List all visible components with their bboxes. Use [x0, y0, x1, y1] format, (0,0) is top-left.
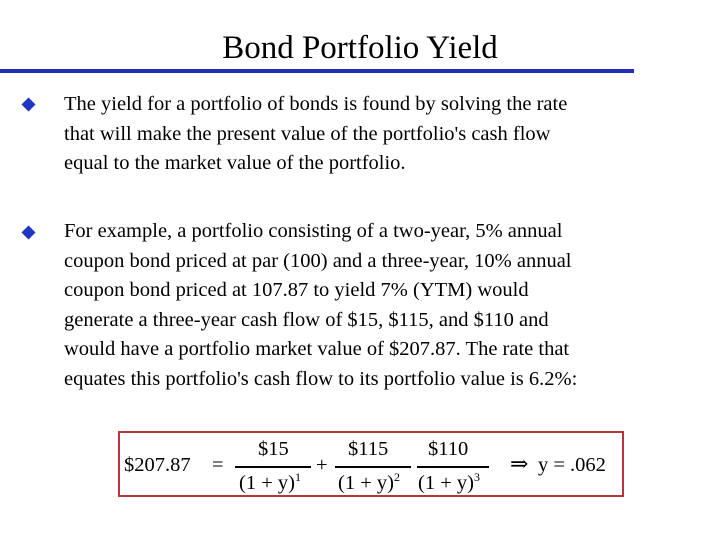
bullet-2-line-5: would have a portfolio market value of $207.87. The rate that — [64, 338, 570, 360]
bullet-paragraph-1 — [64, 90, 674, 179]
diamond-bullet-icon — [21, 225, 35, 239]
plus-sign-1: + — [316, 454, 328, 476]
yield-equation-box — [118, 431, 624, 497]
implies-arrow-icon: ⇒ — [510, 451, 529, 476]
term-2-exponent: 2 — [393, 470, 400, 484]
bullet-1-line-2: that will make the present value of the portfolio's cash flow — [64, 122, 551, 145]
term-2-fraction-bar — [335, 466, 411, 468]
term-3-base: (1 + y) — [418, 472, 474, 494]
slide-title: Bond Portfolio Yield — [222, 30, 498, 66]
bullet-1-line-3: equal to the market value of the portfolio. — [64, 152, 406, 174]
term-2-base: (1 + y) — [338, 472, 394, 494]
diamond-bullet-icon — [21, 97, 35, 111]
equation-lhs: $207.87 — [124, 454, 191, 476]
term-3-exponent: 3 — [473, 470, 480, 484]
title-underline — [0, 69, 634, 73]
term-1-exponent: 1 — [294, 470, 301, 484]
bullet-paragraph-2 — [64, 217, 674, 394]
term-1-numerator: $15 — [258, 438, 289, 460]
term-3-denominator — [418, 471, 480, 497]
bullet-2-line-2: coupon bond priced at par (100) and a three-year, 10% annual — [64, 249, 572, 272]
term-2-denominator — [338, 471, 400, 497]
term-1-base: (1 + y) — [239, 472, 295, 494]
bullet-2-line-6: equates this portfolio's cash flow to its portfolio value is 6.2%: — [64, 367, 578, 390]
bullet-2-line-3: coupon bond priced at 107.87 to yield 7% (YTM) would — [64, 279, 529, 301]
equation-result: y = .062 — [538, 454, 606, 476]
bullet-2-line-1: For example, a portfolio consisting of a two-year, 5% annual — [64, 220, 563, 242]
term-1-denominator — [239, 471, 301, 497]
term-3-numerator: $110 — [428, 438, 469, 460]
term-2-numerator: $115 — [348, 438, 389, 460]
equation-equals-sign: = — [212, 454, 224, 476]
term-3-fraction-bar — [417, 466, 489, 468]
bullet-2-line-4: generate a three-year cash flow of $15, $115, and $110 and — [64, 308, 549, 331]
term-1-fraction-bar — [235, 466, 311, 468]
bullet-1-line-1: The yield for a portfolio of bonds is found by solving the rate — [64, 93, 568, 115]
